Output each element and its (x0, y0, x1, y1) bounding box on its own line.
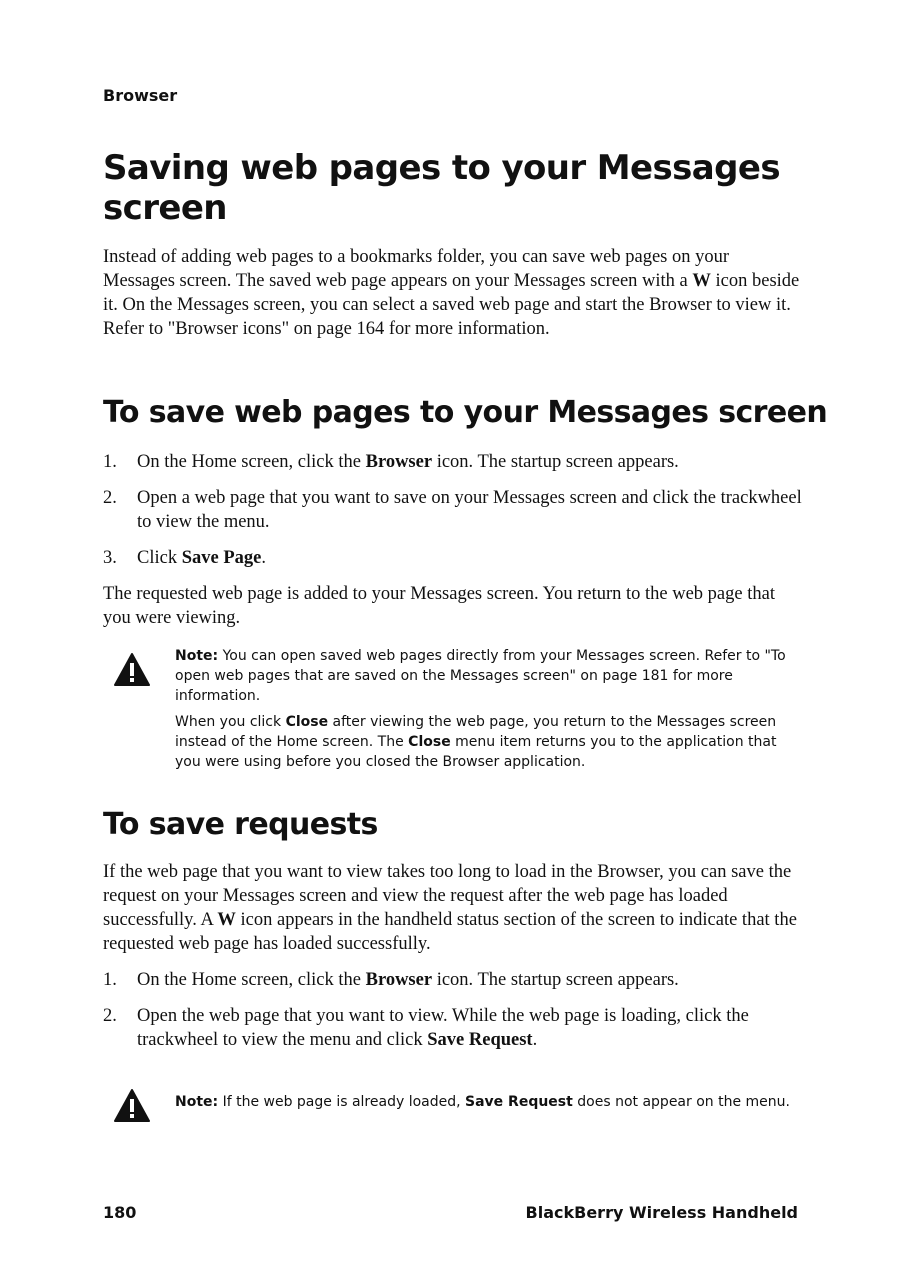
running-head: Browser (103, 86, 178, 105)
bold-term: Save Request (427, 1030, 533, 1050)
step-number: 1. (103, 452, 117, 472)
list-item (103, 486, 803, 534)
step-text: On the Home screen, click the Browser icon. The startup screen appears. (137, 452, 679, 472)
bold-term: W (692, 271, 711, 291)
bold-term: Note: (175, 648, 219, 664)
step-text: Open a web page that you want to save on your Messages screen and click the trackwheel to view the menu. (137, 488, 802, 532)
bold-term: Browser (365, 452, 433, 472)
list-item (103, 450, 803, 474)
bold-term: Save Page (181, 548, 262, 568)
warning-icon (113, 1088, 151, 1124)
bold-term: W (217, 910, 236, 930)
procedure-heading-save-requests: To save requests (103, 807, 378, 842)
requests-intro-paragraph: If the web page that you want to view takes too long to load in the Browser, you can save the request on your Messages screen and view the request after the web page has loaded successfully. A W icon appears in the handheld status section of the screen to indicate that the requested web page has loaded successfully. (103, 862, 797, 954)
step-number: 2. (103, 488, 117, 508)
result-paragraph: The requested web page is added to your Messages screen. You return to the web page that you were viewing. (103, 584, 775, 628)
section-intro-paragraph: Instead of adding web pages to a bookmarks folder, you can save web pages on your Messages screen. The saved web page appears on your Messages screen with a W icon beside it. On the Messages screen, you can select a saved web page and start the Browser to view it. Refer to "Browser icons" on page 164 for more information. (103, 247, 800, 339)
list-item (103, 1004, 803, 1052)
page-number: 180 (103, 1203, 137, 1222)
procedure-heading-save-pages: To save web pages to your Messages screen (103, 395, 828, 430)
warning-icon (113, 652, 151, 688)
bold-term: Save Request (465, 1094, 573, 1110)
step-text: On the Home screen, click the Browser icon. The startup screen appears. (137, 970, 679, 990)
list-item (103, 968, 803, 992)
bold-term: Note: (175, 1094, 219, 1110)
note-paragraph: Note: You can open saved web pages directly from your Messages screen. Refer to "To open web pages that are saved on the Messages screen" on page 181 for more information. (175, 648, 786, 704)
step-number: 1. (103, 970, 117, 990)
note-paragraph-close: When you click Close after viewing the web page, you return to the Messages screen instead of the Home screen. The Close menu item returns you to the application that you were using before you closed the Browser application. (175, 714, 777, 770)
note-box-saved-pages (113, 646, 813, 776)
steps-list-save-requests (103, 968, 803, 1064)
steps-list-save-pages (103, 450, 803, 582)
book-title: BlackBerry Wireless Handheld (525, 1203, 798, 1222)
step-number: 2. (103, 1006, 117, 1026)
section-title: Saving web pages to your Messages screen (103, 148, 780, 228)
list-item (103, 546, 803, 570)
note-paragraph: Note: If the web page is already loaded, Save Request does not appear on the menu. (175, 1094, 790, 1110)
step-text: Click Save Page. (137, 548, 266, 568)
bold-term: Browser (365, 970, 433, 990)
step-number: 3. (103, 548, 117, 568)
bold-term: Close (408, 734, 451, 750)
note-box-save-request (113, 1088, 813, 1128)
step-text: Open the web page that you want to view. While the web page is loading, click the trackwheel to view the menu and click Save Request. (137, 1006, 749, 1050)
bold-term: Close (285, 714, 329, 730)
